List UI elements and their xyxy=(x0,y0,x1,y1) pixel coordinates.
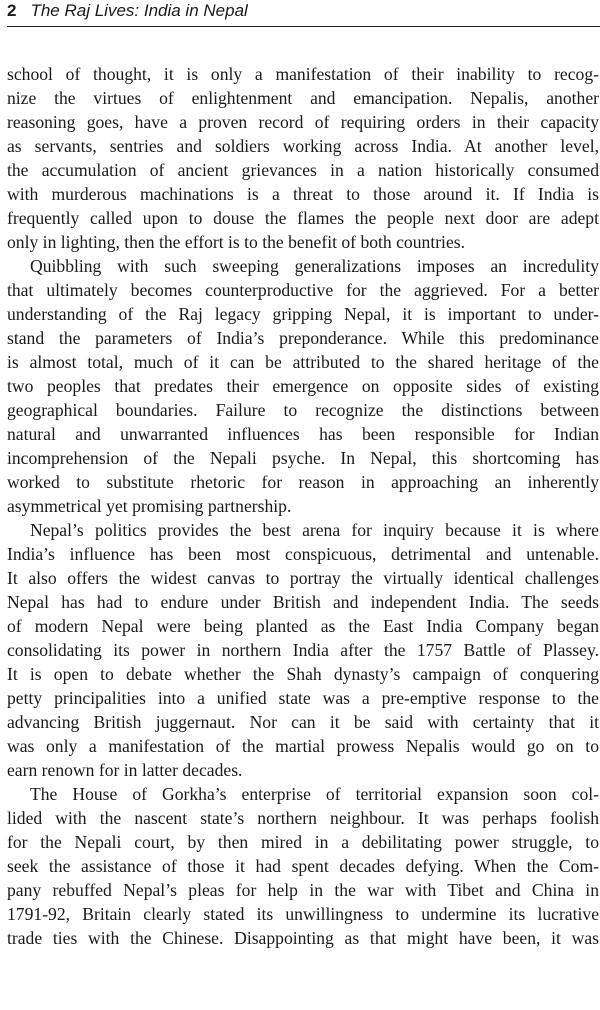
text-line: as servants, sentries and soldiers working across India. At another level, xyxy=(7,136,599,156)
text-line: worked to substitute rhetoric for reason in approaching an inherently xyxy=(7,472,599,492)
running-head xyxy=(7,0,248,22)
text-line: incomprehension of the Nepali psyche. In Nepal, this shortcoming has xyxy=(7,448,599,468)
text-line: natural and unwarranted influences has been responsible for Indian xyxy=(7,424,599,444)
text-line: The House of Gorkha’s enterprise of territorial expansion soon col- xyxy=(30,784,599,804)
text-line: nize the virtues of enlightenment and emancipation. Nepalis, another xyxy=(7,88,599,108)
text-line: It also offers the widest canvas to portray the virtually identical challenges xyxy=(7,568,599,588)
text-line: asymmetrical yet promising partnership. xyxy=(7,496,292,516)
text-line: lided with the nascent state’s northern neighbour. It was perhaps foolish xyxy=(7,808,599,828)
text-line: Nepal has had to endure under British and independent India. The seeds xyxy=(7,592,599,612)
text-line: advancing British juggernaut. Nor can it be said with certainty that it xyxy=(7,712,599,732)
header-rule xyxy=(7,26,600,27)
text-line: two peoples that predates their emergence on opposite sides of existing xyxy=(7,376,599,396)
text-line: Quibbling with such sweeping generalizations imposes an incredulity xyxy=(30,256,599,276)
text-line: the accumulation of ancient grievances in a nation historically consumed xyxy=(7,160,599,180)
text-line: India’s influence has been most conspicuous, detrimental and untenable. xyxy=(7,544,599,564)
book-title: The Raj Lives: India in Nepal xyxy=(30,1,248,20)
text-line: consolidating its power in northern India after the 1757 Battle of Plassey. xyxy=(7,640,599,660)
text-line: that ultimately becomes counterproductive for the aggrieved. For a better xyxy=(7,280,599,300)
text-line: of modern Nepal were being planted as the East India Company began xyxy=(7,616,599,636)
text-line: school of thought, it is only a manifestation of their inability to recog- xyxy=(7,64,599,84)
page-number: 2 xyxy=(7,1,17,20)
text-line: 1791-92, Britain clearly stated its unwillingness to undermine its lucrative xyxy=(7,904,599,924)
text-line: Nepal’s politics provides the best arena for inquiry because it is where xyxy=(30,520,599,540)
text-line: frequently called upon to douse the flames the people next door are adept xyxy=(7,208,599,228)
text-line: reasoning goes, have a proven record of requiring orders in their capacity xyxy=(7,112,599,132)
text-line: stand the parameters of India’s preponderance. While this predominance xyxy=(7,328,599,348)
text-line: petty principalities into a unified state was a pre-emptive response to the xyxy=(7,688,599,708)
body-text xyxy=(7,62,599,950)
text-line: understanding of the Raj legacy gripping Nepal, it is important to under- xyxy=(7,304,599,324)
text-line: for the Nepali court, by then mired in a debilitating power struggle, to xyxy=(7,832,599,852)
text-line: is almost total, much of it can be attributed to the shared heritage of the xyxy=(7,352,599,372)
text-line: trade ties with the Chinese. Disappointing as that might have been, it was xyxy=(7,928,599,948)
text-line: It is open to debate whether the Shah dynasty’s campaign of conquering xyxy=(7,664,599,684)
text-line: earn renown for in latter decades. xyxy=(7,760,243,780)
text-line: geographical boundaries. Failure to recognize the distinctions between xyxy=(7,400,599,420)
text-line: pany rebuffed Nepal’s pleas for help in the war with Tibet and China in xyxy=(7,880,599,900)
text-line: seek the assistance of those it had spent decades defying. When the Com- xyxy=(7,856,599,876)
text-line: only in lighting, then the effort is to the benefit of both countries. xyxy=(7,232,466,252)
text-line: with murderous machinations is a threat to those around it. If India is xyxy=(7,184,599,204)
text-line: was only a manifestation of the martial prowess Nepalis would go on to xyxy=(7,736,599,756)
